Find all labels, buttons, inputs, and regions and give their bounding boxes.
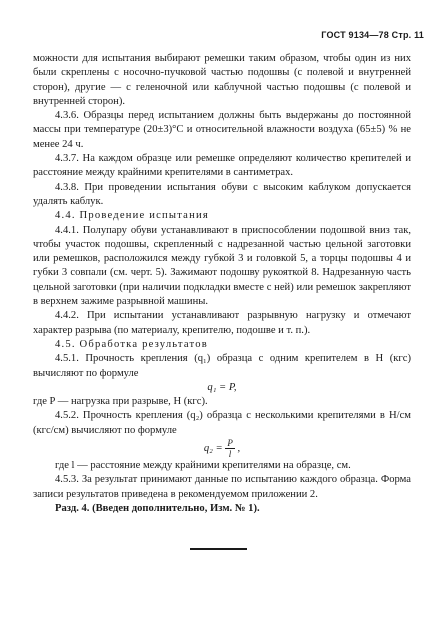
paragraph-4-4-1: 4.4.1. Полупару обуви устанавливают в приспособлении подошвой вниз так, чтобы участок подошвы, скрепленный с надрезанной частью цельной заготовки или ремешков, расположился между губкой 3 и головкой 5, а торцы подошвы 4 и губки 3 совпали (см. черт. 5). Зажимают подошву рукояткой 8. Надрезанную часть цельной заготовки (при наличии подкладки вместе с ней) или ремешок закрепляют в верхнем зажиме разрывной машины. (33, 224, 411, 308)
formula-q2-left: q₂ = (203, 442, 223, 454)
paragraph-where-l: где l — расстояние между крайними крепителями на образце, см. (55, 460, 351, 472)
formula-q2-denominator: l (228, 449, 232, 460)
paragraph-4-5-3: 4.5.3. За результат принимают данные по испытанию каждого образца. Форма записи результатов приведена в рекомендуемом приложении 2. (33, 474, 411, 500)
paragraph-4-3-6: 4.3.6. Образцы перед испытанием должны быть выдержаны до постоянной массы при температуре (20±3)°C и относительной влажности воздуха (65±5) % не менее 24 ч. (33, 110, 411, 150)
paragraph-4-5-2: 4.5.2. Прочность крепления (q₂) образца с несколькими крепителями в Н/см (кгс/см) вычисляют по формуле (33, 410, 411, 436)
section-heading-4-4: 4.4. Проведение испытания (55, 210, 209, 222)
paragraph-where-p: где P — нагрузка при разрыве, Н (кгс). (33, 396, 208, 408)
paragraph-4-3-7: 4.3.7. На каждом образце или ремешке определяют количество крепителей и расстояние между крайними крепителями в сантиметрах. (33, 153, 411, 179)
formula-q1: q₁ = P, (207, 381, 237, 393)
paragraph-4-5-1: 4.5.1. Прочность крепления (q₁) образца с одним крепителем в Н (кгс) вычисляют по формуле (33, 353, 411, 379)
formula-q2-fraction (225, 438, 235, 459)
body-text (33, 52, 411, 516)
amendment-note: Разд. 4. (Введен дополнительно, Изм. № 1). (55, 502, 260, 514)
paragraph-4-3-8: 4.3.8. При проведении испытания обуви с высоким каблуком допускается удалять каблук. (33, 181, 411, 207)
formula-q2-tail: , (237, 442, 241, 454)
end-divider (190, 548, 247, 550)
page-header: ГОСТ 9134—78 Стр. 11 (321, 30, 424, 40)
paragraph-4-4-2: 4.4.2. При испытании устанавливают разрывную нагрузку и отмечают характер разрыва (по материалу, крепителю, подошве и т. п.). (33, 310, 411, 336)
paragraph-continuation: можности для испытания выбирают ремешки таким образом, чтобы один из них были скреплены с носочно-пучковой частью подошвы (с полевой и внутренней сторон), другие — с геленочной или каблучной частью подошвы (с полевой и внутренней сторон). (33, 53, 411, 107)
section-heading-4-5: 4.5. Обработка результатов (55, 338, 208, 350)
formula-q2-numerator: P (227, 438, 233, 449)
formula-q2 (33, 438, 411, 459)
